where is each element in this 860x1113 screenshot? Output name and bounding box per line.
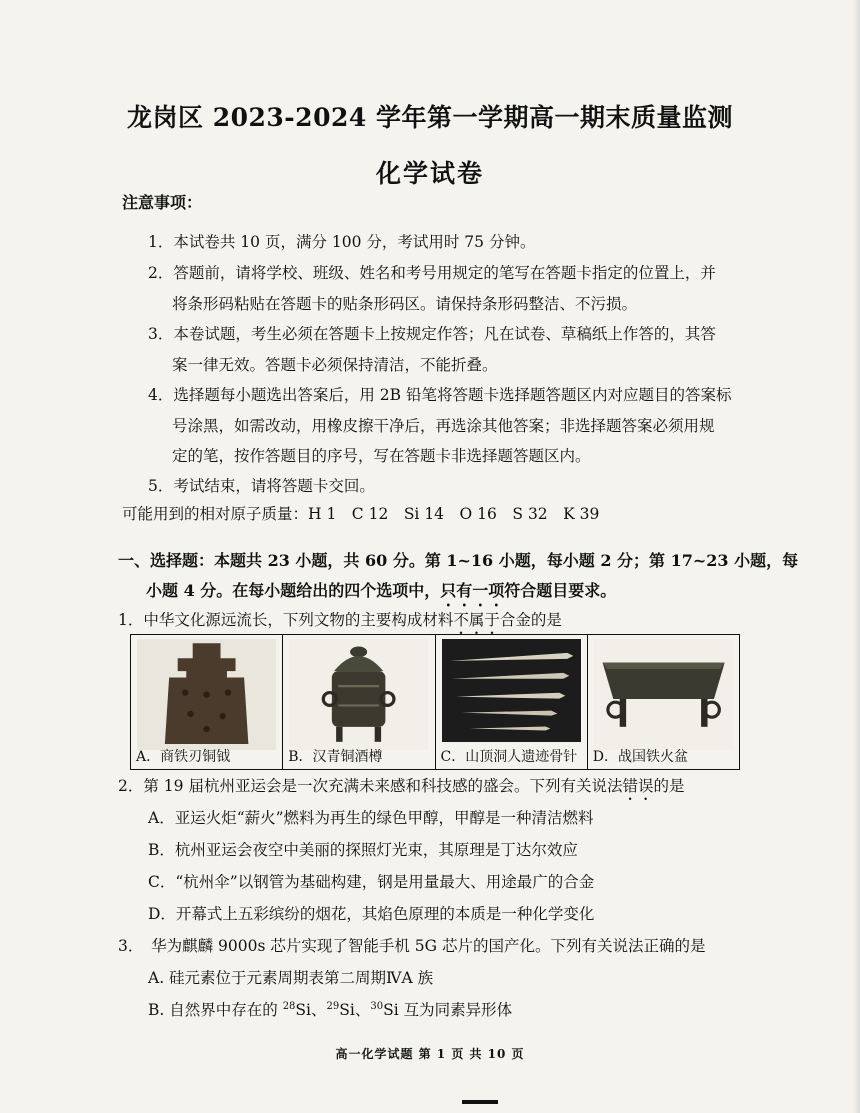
scan-edge-shadow: [852, 0, 860, 1113]
question-1-option-b: [283, 635, 435, 769]
section-heading: 一、选择题：本题共 23 小题，共 60 分。第 1~16 小题，每小题 2 分；第 17~23 小题，每: [118, 551, 799, 570]
question-2-stem: 2．第 19 届杭州亚运会是一次充满未来感和科技感的盛会。下列有关说法错误的是: [118, 777, 685, 795]
bronze-axe-icon: [137, 639, 276, 750]
question-2-option-d: D．开幕式上五彩缤纷的烟花，其焰色原理的本质是一种化学变化: [148, 905, 595, 923]
question-2-option-c: C．“杭州伞”以钢管为基础构建，钢是用量最大、用途最广的合金: [148, 873, 595, 891]
page-subtitle: 化学试卷: [375, 159, 484, 188]
notice-item-1: 1．本试卷共 10 页，满分 100 分，考试用时 75 分钟。: [148, 233, 536, 251]
section-heading-cont: 小题 4 分。在每小题给出的四个选项中，只有一项符合题目要求。: [146, 581, 617, 600]
option-b-label: B．汉青铜酒樽: [288, 749, 383, 765]
bronze-wine-vessel-icon: [289, 639, 428, 750]
question-1-option-a: [131, 635, 283, 769]
notice-item-2-cont: 将条形码粘贴在答题卡的贴条形码区。请保持条形码整洁、不污损。: [172, 295, 638, 313]
emphasis-not-belong: 不属于: [453, 611, 500, 629]
question-3-option-b: B. 自然界中存在的 $^{28}$Si、$^{29}$Si、$^{30}$Si 互为同素异形体: [148, 1000, 513, 1019]
notice-item-3-cont: 案一律无效。答题卡必须保持清洁，不能折叠。: [172, 356, 498, 374]
option-c-label: C．山顶洞人遗迹骨针: [440, 749, 578, 765]
question-1-option-c: [436, 635, 588, 769]
page-footer: 高一化学试题 第 1 页 共 10 页: [335, 1047, 525, 1061]
question-1-stem: 1．中华文化源远流长，下列文物的主要构成材料不属于合金的是: [118, 611, 562, 629]
question-1-figure-table: [130, 634, 740, 770]
notice-item-2: 2．答题前，请将学校、班级、姓名和考号用规定的笔写在答题卡指定的位置上，并: [148, 264, 716, 282]
bone-needles-icon: [442, 639, 581, 742]
atomic-masses: 可能用到的相对原子质量：H 1 C 12 Si 14 O 16 S 32 K 39: [122, 505, 600, 523]
question-3-stem: 3． 华为麒麟 9000s 芯片实现了智能手机 5G 芯片的国产化。下列有关说法正确的是: [118, 937, 706, 955]
option-a-label: A．商铁刃铜钺: [136, 749, 231, 765]
emphasis-wrong: 错误: [622, 777, 654, 795]
question-2-option-a: A．亚运火炬“薪火”燃料为再生的绿色甲醇，甲醇是一种清洁燃料: [148, 809, 594, 827]
notice-item-4-cont2: 定的笔，按作答题目的序号，写在答题卡非选择题答题区内。: [172, 447, 591, 465]
notice-item-4: 4．选择题每小题选出答案后，用 2B 铅笔将答题卡选择题答题区内对应题目的答案标: [148, 386, 732, 404]
bottom-edge-mark: [462, 1100, 498, 1104]
iron-brazier-icon: [594, 639, 733, 750]
question-3-option-a: A. 硅元素位于元素周期表第二周期ⅣA 族: [148, 969, 434, 987]
notice-item-3: 3．本卷试题，考生必须在答题卡上按规定作答；凡在试卷、草稿纸上作答的，其答: [148, 325, 716, 343]
question-2-option-b: B．杭州亚运会夜空中美丽的探照灯光束，其原理是丁达尔效应: [148, 841, 578, 859]
notice-item-4-cont1: 号涂黑，如需改动，用橡皮擦干净后，再选涂其他答案；非选择题答案必须用规: [172, 417, 715, 435]
notice-item-5: 5．考试结束，请将答题卡交回。: [148, 477, 375, 495]
notice-heading: 注意事项：: [122, 193, 203, 212]
question-1-option-d: [588, 635, 739, 769]
emphasis-only-one: 只有一项: [440, 581, 505, 600]
page-title: 龙岗区 2023-2024 学年第一学期高一期末质量监测: [127, 103, 733, 132]
option-d-label: D．战国铁火盆: [592, 749, 688, 765]
